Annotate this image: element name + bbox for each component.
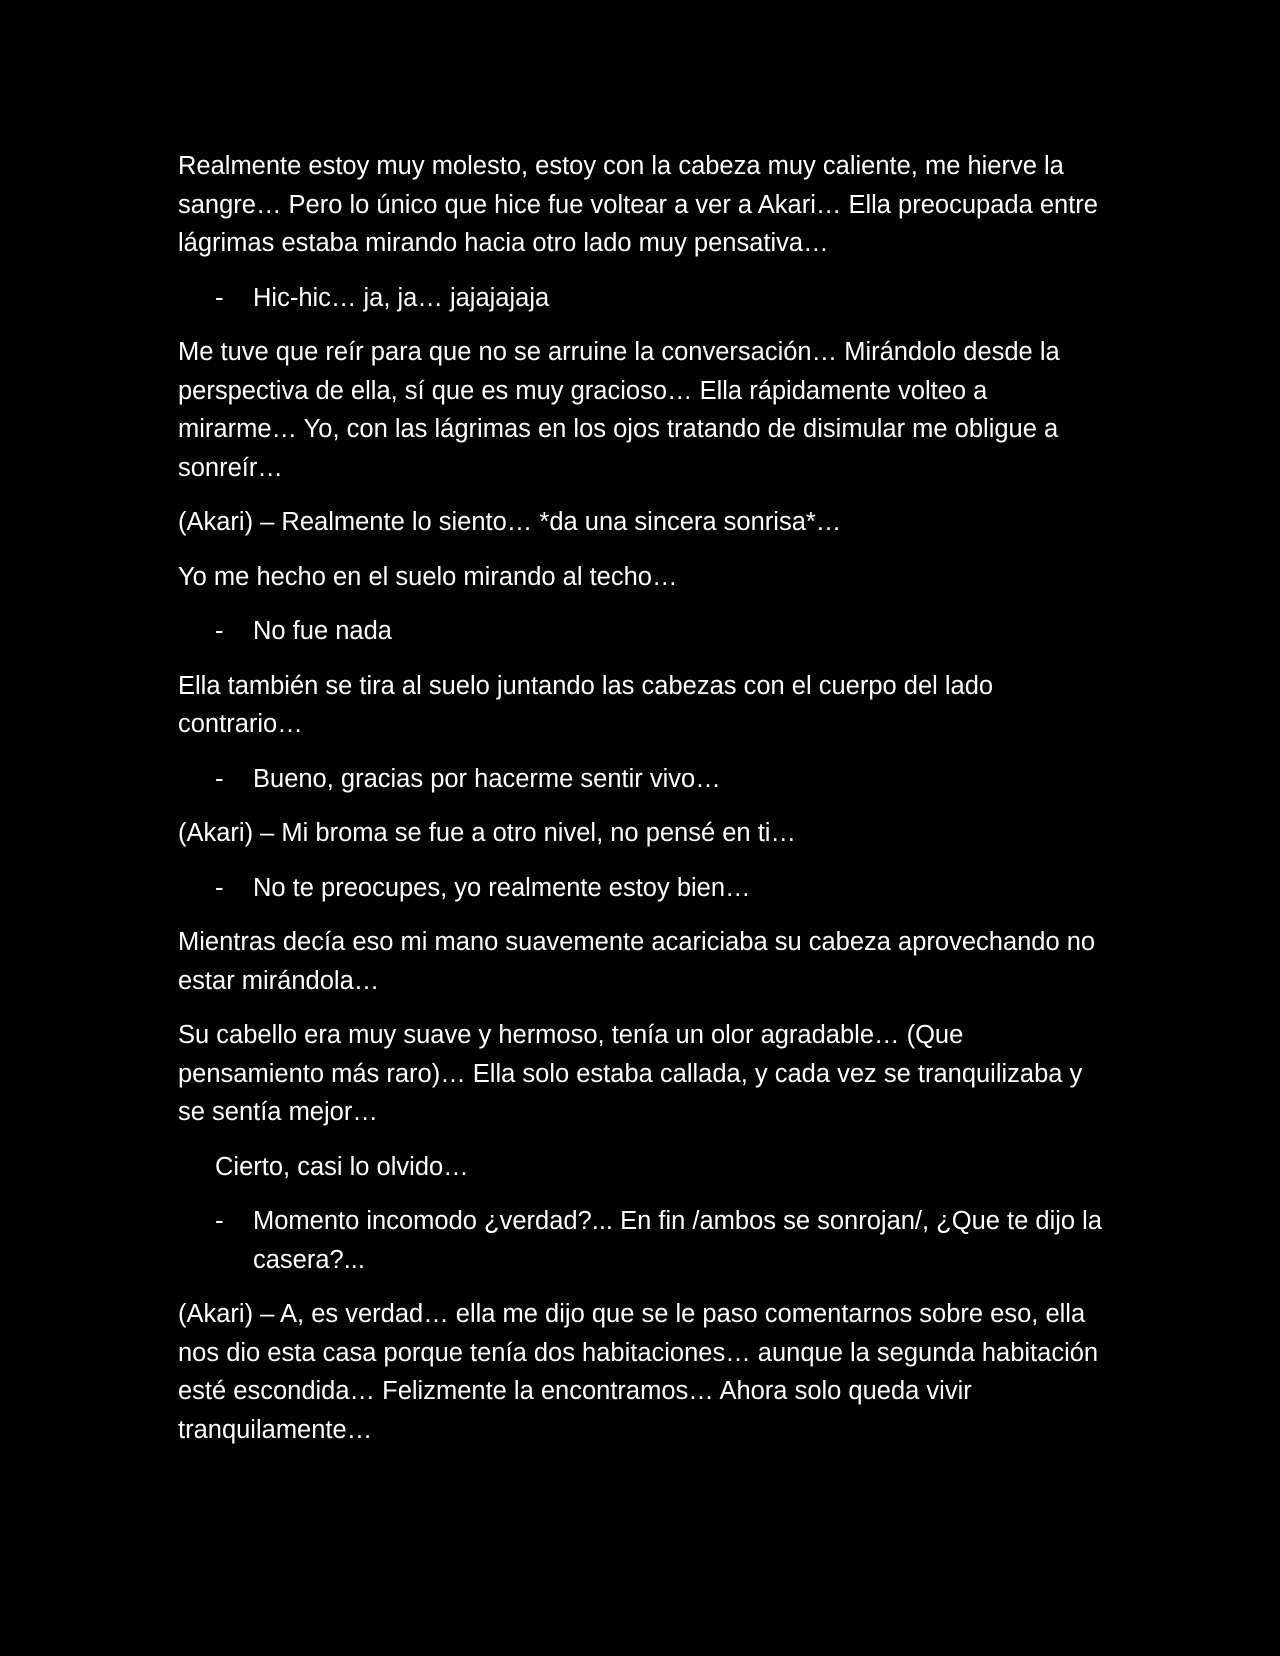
dialogue-line-5 <box>178 1202 1108 1279</box>
paragraph-8: Su cabello era muy suave y hermoso, tenía un olor agradable… (Que pensamiento más raro)… Ella solo estaba callada, y cada vez se tranquilizaba y se sentía mejor… <box>178 1021 1083 1126</box>
dialogue-dash: - <box>215 1207 224 1235</box>
dialogue-dash: - <box>215 764 224 793</box>
dialogue-dash: - <box>215 617 224 645</box>
paragraph-5: Ella también se tira al suelo juntando las cabezas con el cuerpo del lado contrario… <box>178 671 994 738</box>
paragraph-7: Mientras decía eso mi mano suavemente acariciaba su cabeza aprovechando no estar mirándola… <box>178 928 1096 995</box>
indented-line: Cierto, casi lo olvido… <box>215 1152 469 1181</box>
paragraph-9: (Akari) – A, es verdad… ella me dijo que se le paso comentarnos sobre eso, ella nos dio esta casa porque tenía dos habitaciones… aunque la segunda habitación esté escondida… Felizmente la encontramos… Ahora solo queda vivir tranquilamente… <box>178 1300 1099 1444</box>
dialogue-line-2 <box>178 612 1108 651</box>
document-page <box>178 147 1108 1465</box>
dialogue-text: No te preocupes, yo realmente estoy bien… <box>253 873 751 902</box>
dialogue-line-1 <box>178 279 1108 318</box>
dialogue-text: Hic-hic… ja, ja… jajajajaja <box>253 283 550 312</box>
paragraph-3: (Akari) – Realmente lo siento… *da una sincera sonrisa*… <box>178 508 842 536</box>
dialogue-line-4 <box>178 869 1108 908</box>
dialogue-line-3 <box>178 760 1108 799</box>
dialogue-dash: - <box>215 873 224 902</box>
paragraph-6: (Akari) – Mi broma se fue a otro nivel, no pensé en ti… <box>178 819 796 847</box>
paragraph-1: Realmente estoy muy molesto, estoy con la cabeza muy caliente, me hierve la sangre… Pero lo único que hice fue voltear a ver a Akari… Ella preocupada entre lágrimas estaba mirando hacia otro lado muy pensativa… <box>178 152 1098 257</box>
dialogue-dash: - <box>215 283 224 312</box>
paragraph-2: Me tuve que reír para que no se arruine la conversación… Mirándolo desde la perspectiva de ella, sí que es muy gracioso… Ella rápidamente volteo a mirarme… Yo, con las lágrimas en los ojos tratando de disimular me obligue a sonreír… <box>178 338 1060 482</box>
dialogue-text: Bueno, gracias por hacerme sentir vivo… <box>253 764 721 793</box>
dialogue-text: No fue nada <box>253 617 392 645</box>
dialogue-text: Momento incomodo ¿verdad?... En fin /ambos se sonrojan/, ¿Que te dijo la casera?... <box>253 1207 1103 1274</box>
paragraph-4: Yo me hecho en el suelo mirando al techo… <box>178 562 678 591</box>
